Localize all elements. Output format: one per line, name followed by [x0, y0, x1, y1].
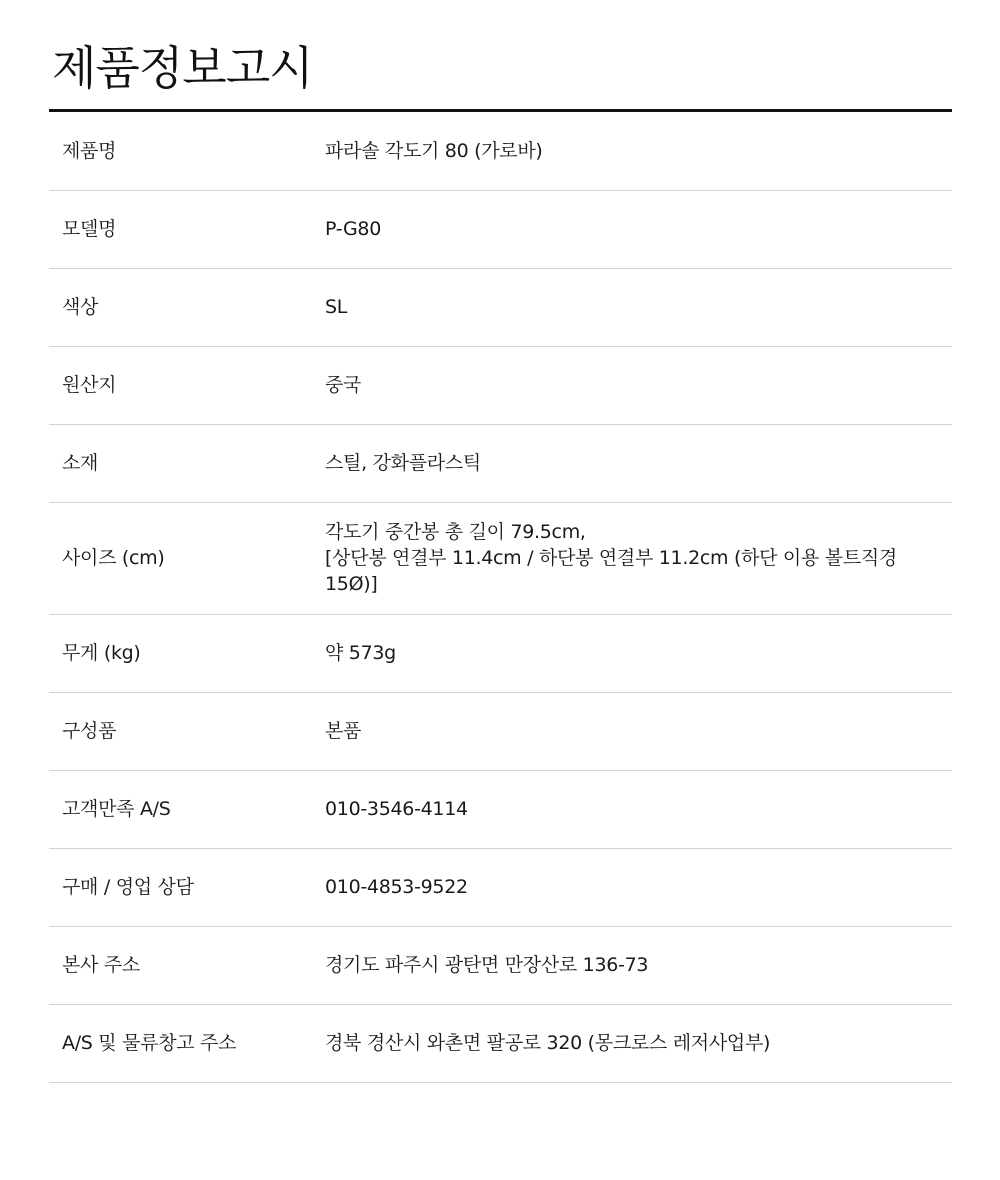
table-row-sales-contact: [49, 848, 952, 926]
row-value: 010-3546-4114: [325, 770, 952, 848]
row-label: 구성품: [49, 692, 325, 770]
row-value: SL: [325, 268, 952, 346]
row-value: 010-4853-9522: [325, 848, 952, 926]
row-label: 소재: [49, 424, 325, 502]
row-value: 스틸, 강화플라스틱: [325, 424, 952, 502]
row-label: 구매 / 영업 상담: [49, 848, 325, 926]
row-label: 무게 (kg): [49, 614, 325, 692]
size-value-line-1: 각도기 중간봉 총 길이 79.5cm,: [325, 521, 586, 543]
table-row-model-name: [49, 190, 952, 268]
row-value: 파라솔 각도기 80 (가로바): [325, 112, 952, 190]
table-row-color: [49, 268, 952, 346]
table-row-material: [49, 424, 952, 502]
product-info-table: [49, 112, 952, 1083]
size-value-line-2: [상단봉 연결부 11.4cm / 하단봉 연결부 11.2cm (하단 이용 볼트직경 15Ø)]: [325, 547, 897, 595]
row-label: 고객만족 A/S: [49, 770, 325, 848]
row-label: A/S 및 물류창고 주소: [49, 1004, 325, 1082]
row-value: 중국: [325, 346, 952, 424]
table-row-weight: [49, 614, 952, 692]
row-value: 본품: [325, 692, 952, 770]
row-value: 경북 경산시 와촌면 팔공로 320 (몽크로스 레저사업부): [325, 1004, 952, 1082]
row-value: [325, 502, 952, 614]
row-value: P-G80: [325, 190, 952, 268]
row-label: 사이즈 (cm): [49, 502, 325, 614]
row-value: 경기도 파주시 광탄면 만장산로 136-73: [325, 926, 952, 1004]
table-row-customer-service: [49, 770, 952, 848]
table-row-hq-address: [49, 926, 952, 1004]
table-row-origin: [49, 346, 952, 424]
page-title: 제품정보고시: [52, 41, 313, 95]
table-row-components: [49, 692, 952, 770]
row-label: 모델명: [49, 190, 325, 268]
table-row-warehouse-address: [49, 1004, 952, 1082]
table-row-product-name: [49, 112, 952, 190]
row-label: 색상: [49, 268, 325, 346]
table-row-size: [49, 502, 952, 614]
row-label: 본사 주소: [49, 926, 325, 1004]
row-label: 원산지: [49, 346, 325, 424]
row-label: 제품명: [49, 112, 325, 190]
row-value: 약 573g: [325, 614, 952, 692]
